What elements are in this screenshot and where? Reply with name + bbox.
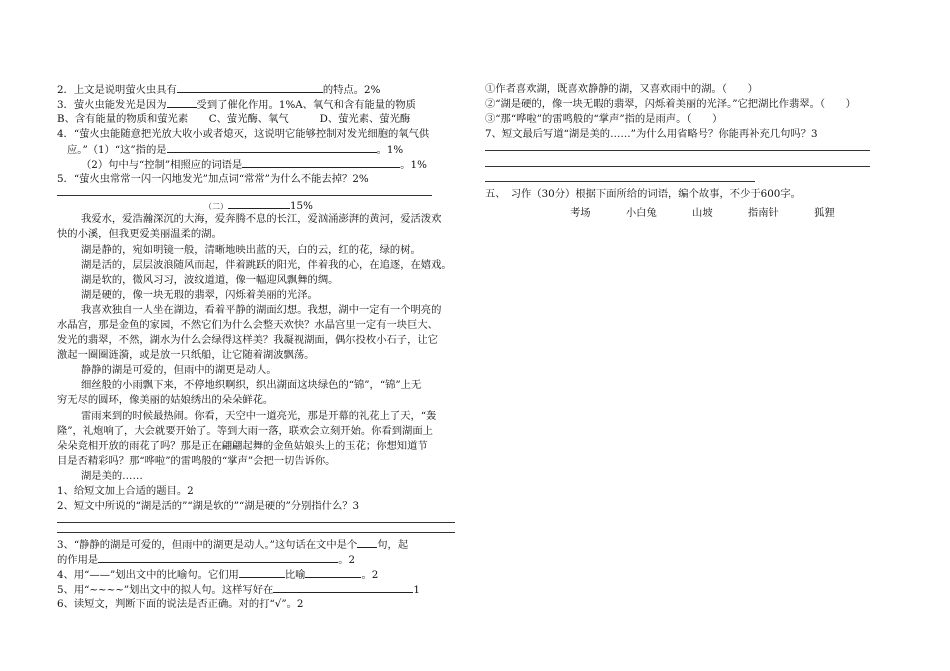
question-3-options: B、含有能量的物质和萤光素 C、萤光酶、氧气 D、萤光素、萤光酶 xyxy=(57,113,411,125)
question-4-part1: 应。”（1）“这”指的是 。1% xyxy=(67,144,404,156)
judge-item-1: ①作者喜欢湖，既喜欢静静的湖，又喜欢雨中的湖。（ ） xyxy=(485,83,758,95)
section-5-heading: 五、 习作（30分）根据下面所给的词语，编个故事，不少于600字。 xyxy=(485,188,801,200)
passage-para-1a: 我爱水，爱浩瀚深沉的大海，爱奔腾不息的长江，爱汹涌澎湃的黄河，爱活泼欢 xyxy=(81,213,442,225)
question-5: 5．“萤火虫常常一闪一闪地发光”加点词“常常”为什么不能去掉？2% xyxy=(57,173,369,185)
prompt-word: 考场 xyxy=(570,207,591,219)
judge-item-3: ③“那“哗啦”的雷鸣般的“掌声”指的是雨声。（ ） xyxy=(485,113,723,125)
judge-item-2: ②“湖是硬的，像一块无暇的翡翠，闪烁着美丽的光泽。”它把湖比作翡翠。（ ） xyxy=(485,98,856,110)
prompt-word: 小白兔 xyxy=(625,207,657,219)
passage-para-4: 湖是软的，微风习习，波纹道道，像一幅迎风飘舞的绸。 xyxy=(81,274,339,286)
prompt-word: 狐狸 xyxy=(814,207,835,219)
passage-para-6b: 水晶宫，那是金鱼的家园，不然它们为什么会整天欢快？水晶宫里一定有一块巨大、 xyxy=(57,319,438,331)
sub-question-4: 4、用“——”划出文中的比喻句。它们用 比喻 。2 xyxy=(57,569,379,581)
passage-para-1b: 快的小溪，但我更爱美丽温柔的湖。 xyxy=(57,228,222,240)
answer-line xyxy=(57,532,455,533)
passage-para-5: 湖是硬的，像一块无瑕的翡翠，闪烁着美丽的光泽。 xyxy=(81,289,318,301)
sub-question-6: 6、读短文，判断下面的说法是否正确。对的打“√”。2 xyxy=(57,598,304,610)
answer-line xyxy=(485,166,870,167)
section-2-heading: （二） 15% xyxy=(204,200,313,212)
sub-question-3-cont: 的作用是 。2 xyxy=(57,554,356,566)
sub-question-3: 3、“静静的湖是可爱的，但雨中的湖更是动人。”这句话在文中是个 句，起 xyxy=(57,539,409,551)
sub-question-5: 5、用“~~~~”划出文中的拟人句。这样写好在 1 xyxy=(57,584,420,596)
passage-para-9a: 雷雨来到的时候最热闹。你看，天空中一道亮光，那是开幕的礼花上了天，“轰 xyxy=(81,410,437,422)
question-4-part2: （2）句中与“控制”相照应的词语是 。1% xyxy=(81,159,427,171)
question-3: 3．萤火虫能发光是因为 受到了催化作用。1%A、氧气和含有能量的物质 xyxy=(57,99,416,111)
passage-para-8b: 穷无尽的圆环，像美丽的姑娘绣出的朵朵鲜花。 xyxy=(57,394,274,406)
passage-para-6d: 激起一圈圈涟漪，或是放一只纸船，让它随着湖波飘荡。 xyxy=(57,349,315,361)
question-7: 7、短文最后写道“湖是美的……”为什么用省略号？你能再补充几句吗？3 xyxy=(485,128,818,140)
passage-para-3: 湖是活的，层层波浪随风而起，伴着跳跃的阳光，伴着我的心，在追逐，在嬉戏。 xyxy=(81,259,452,271)
passage-para-8a: 细丝般的小雨飘下来，不停地织啊织，织出湖面这块绿色的“锦”，“锦”上无 xyxy=(81,379,422,391)
passage-para-9c: 朵朵竞相开放的雨花了吗？那是正在翩翩起舞的金鱼姑娘头上的玉花；你想知道节 xyxy=(57,440,428,452)
answer-line xyxy=(485,150,870,151)
question-2: 2．上文是说明萤火虫具有 的特点。2% xyxy=(57,84,381,96)
passage-para-6a: 我喜欢独自一人坐在湖边，看着平静的湖面幻想。我想，湖中一定有一个明亮的 xyxy=(81,304,442,316)
answer-line xyxy=(57,195,432,196)
prompt-word: 山坡 xyxy=(692,207,713,219)
answer-line xyxy=(485,181,755,182)
prompt-word: 指南针 xyxy=(747,207,779,219)
passage-para-10: 湖是美的…… xyxy=(81,470,143,482)
prompt-words xyxy=(570,206,867,220)
passage-para-9d: 目是否精彩吗？那“哗啦”的雷鸣般的“掌声”会把一切告诉你。 xyxy=(57,455,336,467)
sub-question-2: 2、短文中所说的“湖是活的”“湖是软的”“湖是硬的”分别指什么？3 xyxy=(57,500,360,512)
passage-para-2: 湖是静的，宛如明镜一般，清晰地映出蓝的天，白的云，红的花，绿的树。 xyxy=(81,244,421,256)
passage-para-6c: 发光的翡翠，不然，湖水为什么会绿得这样美？我凝视湖面，偶尔投枚小石子，让它 xyxy=(57,334,438,346)
answer-line xyxy=(57,522,455,523)
passage-para-7: 静静的湖是可爱的，但雨中的湖更是动人。 xyxy=(81,364,277,376)
question-4: 4．“萤火虫能随意把光放大收小或者熄灭，这说明它能够控制对发光细胞的氧气供 xyxy=(57,128,430,140)
passage-para-9b: 隆”，礼炮响了，大会就要开始了。等到大雨一落，联欢会立刻开始。你看到湖面上 xyxy=(57,425,433,437)
sub-question-1: 1、给短文加上合适的题目。2 xyxy=(57,485,194,497)
